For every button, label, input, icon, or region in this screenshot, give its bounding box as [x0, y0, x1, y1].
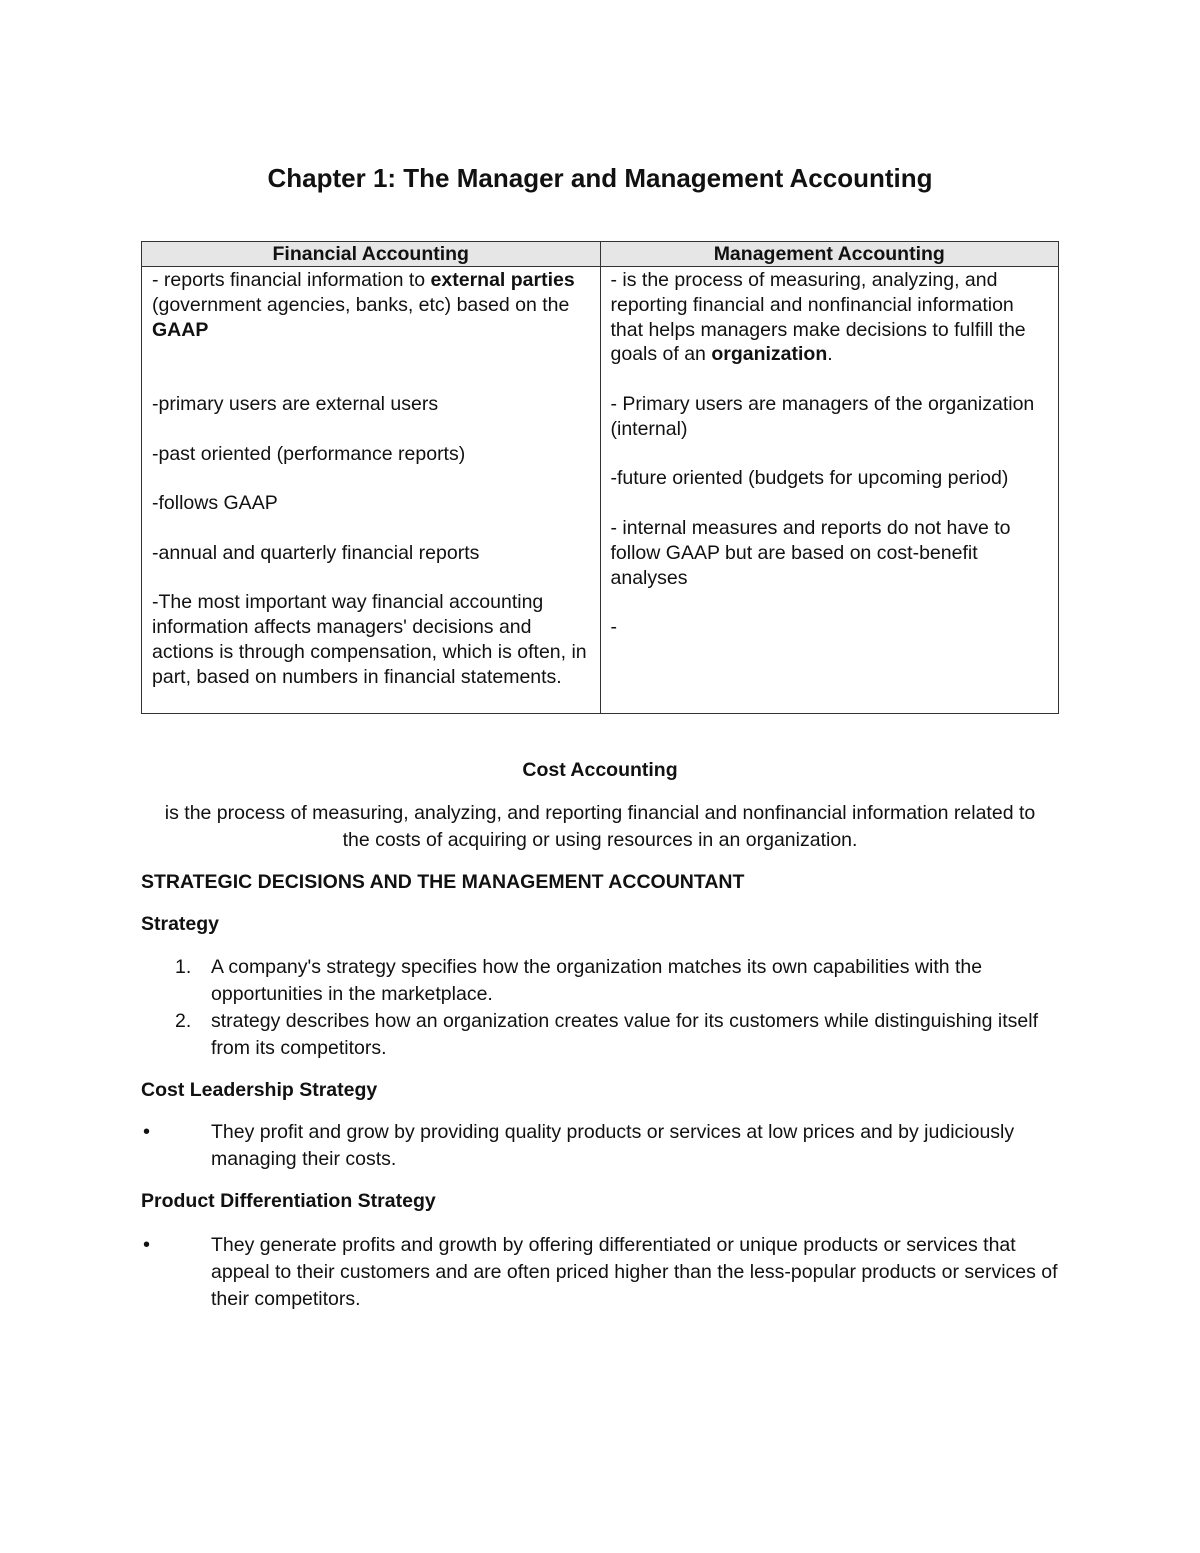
list-item-text: They generate profits and growth by offering differentiated or unique products or services that appeal to their customers and are often priced higher than the less-popular products or services of their competitors. — [211, 1234, 1058, 1310]
product-differentiation-list — [141, 1232, 1059, 1313]
cost-accounting-definition: is the process of measuring, analyzing, and reporting financial and nonfinancial information related to the costs of acquiring or using resources in an organization. — [164, 802, 1036, 851]
cost-accounting-heading: Cost Accounting — [522, 759, 678, 781]
table-header-row — [142, 242, 1059, 267]
strategy-heading: Strategy — [141, 913, 220, 935]
management-accounting-cell — [600, 267, 1059, 714]
list-item-text: They profit and grow by providing quality products or services at low prices and by judiciously managing their costs. — [211, 1121, 1015, 1170]
header-financial-accounting: Financial Accounting — [142, 242, 601, 267]
financial-point-compensation: -The most important way financial accounting information affects managers' decisions and actions is through compensation, which is often, in part, based on numbers in financial statements. — [152, 591, 587, 688]
strategy-list — [141, 954, 1059, 1062]
list-item — [141, 1119, 1059, 1173]
table-row — [142, 267, 1059, 714]
financial-point-gaap: -follows GAAP — [152, 492, 278, 515]
list-item-text: A company's strategy specifies how the organization matches its own capabilities with the opportunities in the marketplace. — [211, 956, 983, 1005]
management-point-definition — [611, 268, 1049, 367]
management-point-internal: - internal measures and reports do not have to follow GAAP but are based on cost-benefit analyses — [610, 516, 1011, 589]
page-title: Chapter 1: The Manager and Management Accounting — [267, 163, 933, 193]
list-item — [141, 954, 1059, 1008]
list-item — [141, 1232, 1059, 1313]
management-point-future: -future oriented (budgets for upcoming period) — [610, 467, 1009, 490]
management-point-users: - Primary users are managers of the organization (internal) — [610, 392, 1035, 440]
product-differentiation-heading: Product Differentiation Strategy — [141, 1190, 436, 1212]
list-number: 1. — [175, 956, 192, 978]
financial-accounting-cell — [142, 267, 601, 714]
bullet: • — [143, 1234, 151, 1256]
financial-point-users: -primary users are external users — [152, 392, 439, 415]
comparison-table — [141, 241, 1059, 714]
bold-gaap: GAAP — [152, 318, 209, 341]
text-span: . — [827, 343, 833, 366]
financial-point-reporting — [152, 268, 590, 342]
list-item — [141, 1008, 1059, 1062]
bold-organization: organization — [711, 343, 828, 366]
cost-leadership-list — [141, 1119, 1059, 1173]
header-management-accounting: Management Accounting — [600, 242, 1059, 267]
text-span: - is the process of measuring, analyzing, and reporting financial and nonfinancial information that helps managers make decisions to fulfill the goals of an — [610, 269, 1026, 366]
financial-point-past: -past oriented (performance reports) — [152, 442, 466, 465]
text-span: - reports financial information to — [152, 269, 431, 291]
cost-leadership-heading: Cost Leadership Strategy — [141, 1079, 378, 1101]
text-span: (government agencies, banks, etc) based on the — [152, 293, 570, 316]
bullet: • — [143, 1121, 151, 1143]
list-number: 2. — [175, 1010, 192, 1032]
management-point-dash: - — [610, 616, 617, 639]
financial-point-reports: -annual and quarterly financial reports — [152, 541, 480, 564]
strategic-decisions-heading: STRATEGIC DECISIONS AND THE MANAGEMENT ACCOUNTANT — [141, 871, 745, 893]
list-item-text: strategy describes how an organization creates value for its customers while distinguishing itself from its competitors. — [211, 1010, 1038, 1059]
bold-external-parties: external parties — [430, 269, 575, 291]
